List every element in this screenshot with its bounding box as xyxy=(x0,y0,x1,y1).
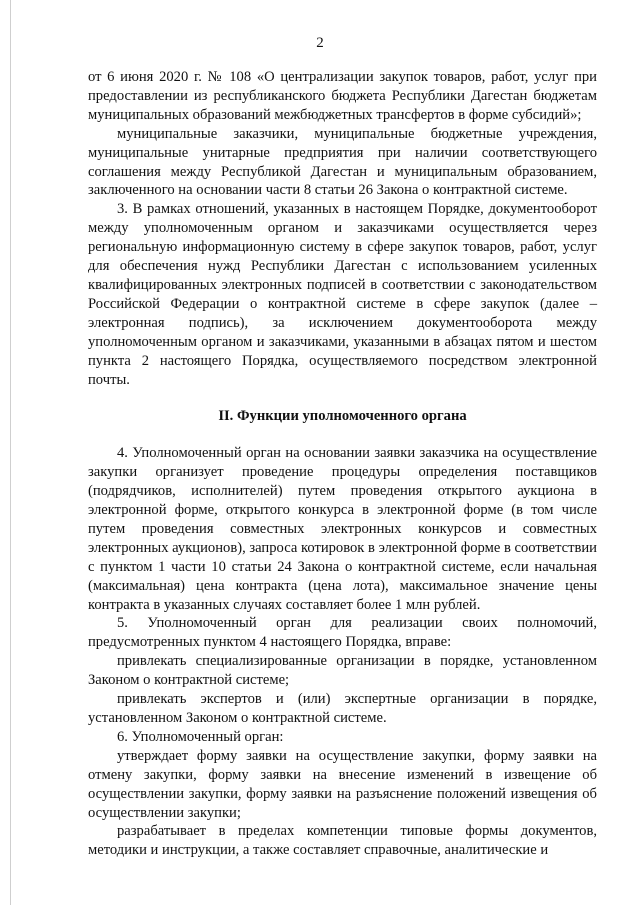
scan-artifact xyxy=(10,0,11,905)
document-body xyxy=(88,68,597,860)
page-number: 2 xyxy=(316,35,324,51)
paragraph-group-top xyxy=(88,68,597,389)
paragraph: привлекать экспертов и (или) экспертные организации в порядке, установленном Законом о контрактной системе. xyxy=(88,691,597,726)
paragraph: утверждает форму заявки на осуществление закупки, форму заявки на отмену закупки, форму заявки на внесение изменений в извещение об осуществлении закупки, форму заявки на разъяснение положений извещения об осуществлении закупки; xyxy=(88,747,597,821)
paragraph: 6. Уполномоченный орган: xyxy=(117,728,284,745)
paragraph: разрабатывает в пределах компетенции типовые формы документов, методики и инструкции, а также составляет справочные, аналитические и xyxy=(88,823,597,859)
paragraph: привлекать специализированные организации в порядке, установленном Законом о контрактной системе; xyxy=(88,653,597,689)
paragraph: 5. Уполномоченный орган для реализации своих полномочий, предусмотренных пунктом 4 настоящего Порядка, вправе: xyxy=(88,615,597,651)
paragraph: от 6 июня 2020 г. № 108 «О централизации закупок товаров, работ, услуг при предоставлении из республиканского бюджета Республики Дагестан бюджетам муниципальных образований межбюджетных трансфертов в форме субсидий»; xyxy=(88,69,597,123)
paragraph: 3. В рамках отношений, указанных в настоящем Порядке, документооборот между уполномоченным органом и заказчиками осуществляется через региональную информационную систему в сфере закупок товаров, работ, услуг для обеспечения нужд Республики Дагестан с использованием усиленных квалифицированных электронных подписей в соответствии с законодательством Российской Федерации о контрактной системе в сфере закупок (далее – электронная подпись), за исключением документооборота между уполномоченным органом и заказчиками, указанными в абзацах пятом и шестом пункта 2 настоящего Порядка, осуществляемого посредством электронной почты. xyxy=(88,201,597,388)
section-heading: II. Функции уполномоченного органа xyxy=(218,408,467,425)
paragraph: 4. Уполномоченный орган на основании заявки заказчика на осуществление закупки организует проведение процедуры определения поставщиков (подрядчиков, исполнителей) путем проведения открытого аукциона в электронной форме, открытого конкурса в электронной форме (в том числе путем проведения совместных электронных конкурсов и совместных электронных аукционов), запроса котировок в электронной форме в соответствии с пунктом 1 части 10 статьи 24 Закона о контрактной системе, если начальная (максимальная) цена контракта (цена лота), максимальное значение цены контракта в указанных случаях составляет более 1 млн рублей. xyxy=(88,445,597,613)
paragraph-group-bottom xyxy=(88,444,597,860)
paragraph: муниципальные заказчики, муниципальные бюджетные учреждения, муниципальные унитарные предприятия при наличии соответствующего соглашения между Республикой Дагестан и муниципальным образованием, заключенного на основании части 8 статьи 26 Закона о контрактной системе. xyxy=(88,125,597,199)
